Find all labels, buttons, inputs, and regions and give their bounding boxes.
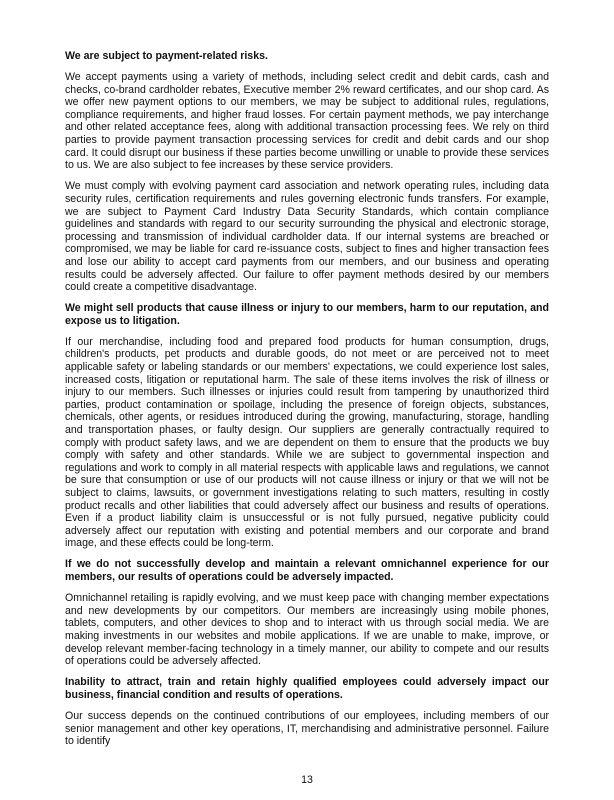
section-heading-employees: Inability to attract, train and retain highly qualified employees could adversely impact our business, financial condition and results of operations. xyxy=(65,676,549,701)
paragraph-payment-compliance: We must comply with evolving payment card association and network operating rules, including data security rules, certification requirements and rules governing electronic funds transfers. For example, we are subject to Payment Card Industry Data Security Standards, which contain compliance guidelines and standards with regard to our security surrounding the physical and electronic storage, processing and transmission of individual cardholder data. If our internal systems are breached or compromised, we may be liable for card re-issuance costs, subject to fines and higher transaction fees and lose our ability to accept card payments from our members, and our business and operating results could be adversely affected. Our failure to offer payment methods desired by our members could create a competitive disadvantage. xyxy=(65,180,549,294)
paragraph-omnichannel: Omnichannel retailing is rapidly evolving, and we must keep pace with changing member expectations and new developments by our competitors. Our members are increasingly using mobile phones, tablets, computers, and other devices to shop and to interact with us through social media. We are making investments in our websites and mobile applications. If we are unable to make, improve, or develop relevant member-facing technology in a timely manner, our ability to compete and our results of operations could be adversely affected. xyxy=(65,592,549,668)
paragraph-product-safety: If our merchandise, including food and prepared food products for human consumption, drugs, children's products, pet products and durable goods, do not meet or are perceived not to meet applicable safety or labeling standards or our members' expectations, we could experience lost sales, increased costs, litigation or reputational harm. The sale of these items involves the risk of illness or injury to our members. Such illnesses or injuries could result from tampering by unauthorized third parties, product contamination or spoilage, including the presence of foreign objects, substances, chemicals, other agents, or residues introduced during the growing, manufacturing, storage, handling and transportation phases, or faulty design. Our suppliers are generally contractually required to comply with product safety laws, and we are dependent on them to ensure that the products we buy comply with safety and other standards. While we are subject to governmental inspection and regulations and work to comply in all material respects with applicable laws and regulations, we cannot be sure that consumption or use of our products will not cause illness or injury or that we will not be subject to claims, lawsuits, or government investigations relating to such matters, resulting in costly product recalls and other liabilities that could adversely affect our business and results of operations. Even if a product liability claim is unsuccessful or is not fully pursued, negative publicity could adversely affect our reputation with existing and potential members and our corporate and brand image, and these effects could be long-term. xyxy=(65,335,549,550)
paragraph-payment-methods: We accept payments using a variety of methods, including select credit and debit cards, cash and checks, co-brand cardholder rebates, Executive member 2% reward certificates, and our shop card. As we offer new payment options to our members, we may be subject to additional rules, regulations, compliance requirements, and higher fraud losses. For certain payment methods, we pay interchange and other related acceptance fees, along with additional transaction processing fees. We rely on third parties to provide payment transaction processing services for credit and debit cards and our shop card. It could disrupt our business if these parties become unwilling or unable to provide these services to us. We are also subject to fee increases by these service providers. xyxy=(65,71,549,172)
section-heading-payment-risks: We are subject to payment-related risks. xyxy=(65,50,268,62)
page-number: 13 xyxy=(301,774,313,786)
section-heading-omnichannel: If we do not successfully develop and maintain a relevant omnichannel experience for our members, our results of operations could be adversely impacted. xyxy=(65,558,549,584)
section-heading-product-safety: We might sell products that cause illness or injury to our members, harm to our reputation, and expose us to litigation. xyxy=(65,302,549,327)
paragraph-employees: Our success depends on the continued contributions of our employees, including members of our senior management and other key operations, IT, merchandising and administrative personnel. Failure to identify xyxy=(65,709,549,748)
document-page xyxy=(65,50,549,756)
